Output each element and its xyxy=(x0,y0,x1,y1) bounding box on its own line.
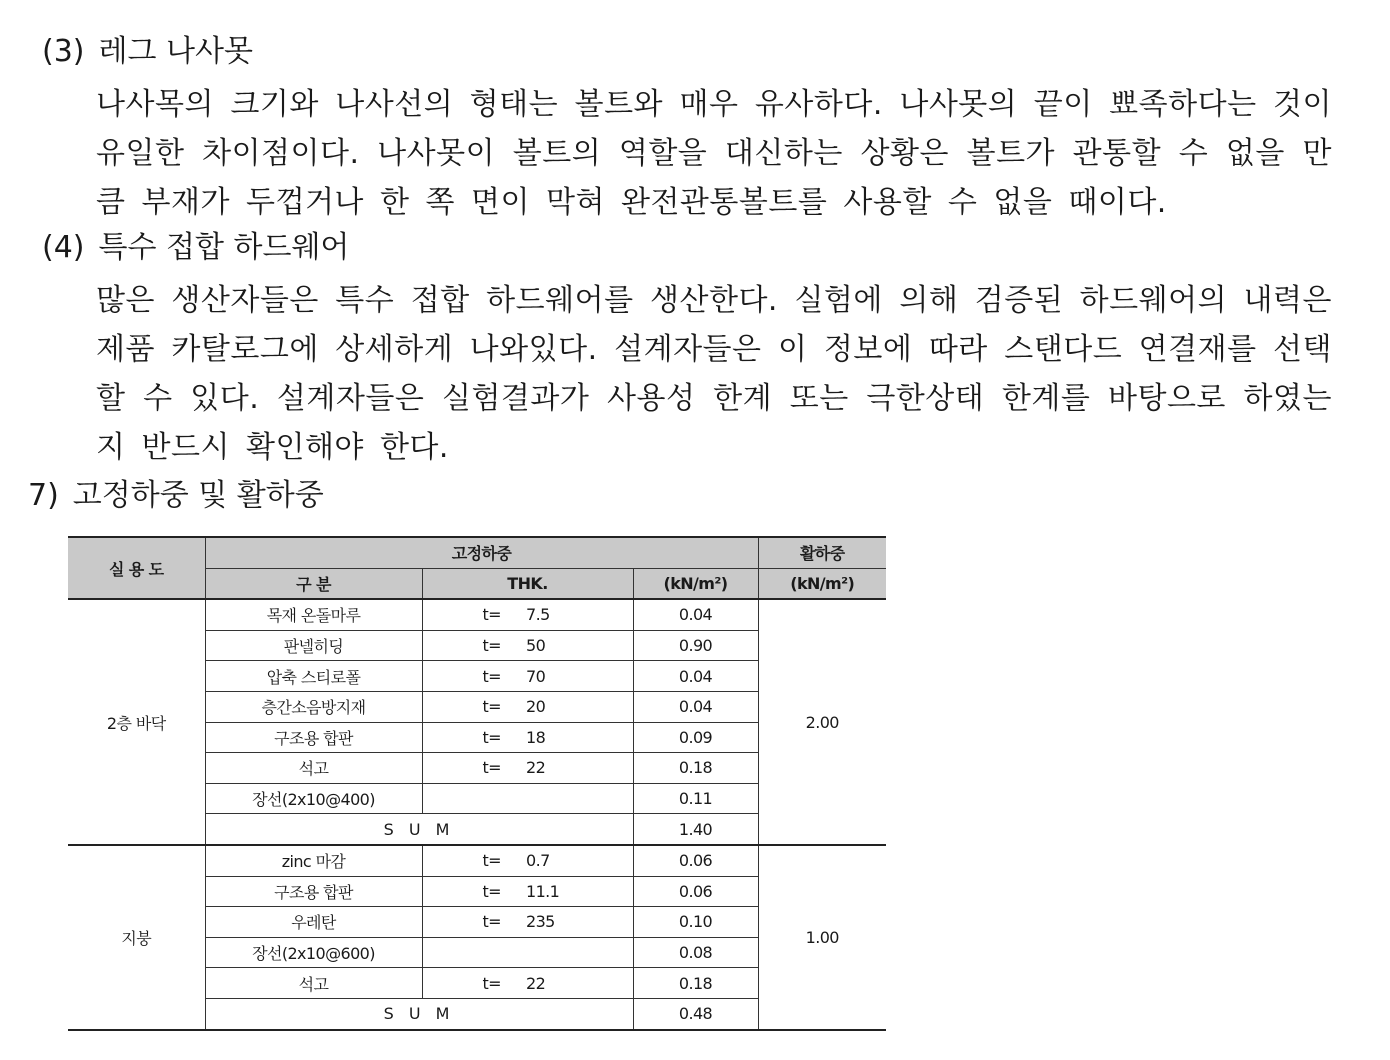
dead-load-cell: 0.04 xyxy=(633,661,758,692)
thk-value-cell: 22 xyxy=(514,753,633,784)
thk-value-cell: 18 xyxy=(514,722,633,753)
dead-load-cell: 0.18 xyxy=(633,753,758,784)
thk-value-cell: 235 xyxy=(514,907,633,938)
thk-prefix-cell: t= xyxy=(422,599,514,630)
dead-load-cell: 0.10 xyxy=(633,907,758,938)
thk-prefix-cell: t= xyxy=(422,753,514,784)
item-cell: 층간소음방지재 xyxy=(205,691,422,722)
header-usage: 실 용 도 xyxy=(68,537,205,599)
section-4-heading xyxy=(42,228,349,268)
dead-load-cell: 0.04 xyxy=(633,691,758,722)
thk-value-cell: 70 xyxy=(514,661,633,692)
dead-load-cell: 0.06 xyxy=(633,876,758,907)
item-cell: 압축 스티로폴 xyxy=(205,661,422,692)
live-load-cell: 2.00 xyxy=(758,599,886,845)
thk-value-cell: 20 xyxy=(514,691,633,722)
header-dead-load: 고정하중 xyxy=(205,537,758,568)
thk-value-cell xyxy=(514,783,633,814)
section-4-body: 많은 생산자들은 특수 접합 하드웨어를 생산한다. 실험에 의해 검증된 하드웨어의 내력은 제품 카탈로그에 상세하게 나와있다. 설계자들은 이 정보에 따라 스탠다드 연결재를 선택할 수 있다. 설계자들은 실험결과가 사용성 한계 또는 극한상태 한계를 바탕으로 하였는지 반드시 확인해야 한다. xyxy=(96,283,1332,465)
table-row xyxy=(68,845,886,876)
dead-load-cell: 0.08 xyxy=(633,937,758,968)
item-cell: 장선(2x10@400) xyxy=(205,783,422,814)
thk-value-cell: 0.7 xyxy=(514,845,633,876)
thk-prefix-cell: t= xyxy=(422,845,514,876)
usage-cell: 지붕 xyxy=(68,845,205,1030)
section-4-title: 특수 접합 하드웨어 xyxy=(98,230,350,265)
item-cell: 석고 xyxy=(205,968,422,999)
dead-load-cell: 0.11 xyxy=(633,783,758,814)
item-cell: 장선(2x10@600) xyxy=(205,937,422,968)
usage-cell: 2층 바닥 xyxy=(68,599,205,845)
thk-value-cell: 11.1 xyxy=(514,876,633,907)
sum-label: S U M xyxy=(205,998,633,1029)
live-load-cell: 1.00 xyxy=(758,845,886,1030)
section-3-heading xyxy=(42,32,253,72)
header-live-load: 활하중 xyxy=(758,537,886,568)
dead-load-cell: 0.18 xyxy=(633,968,758,999)
thk-value-cell: 50 xyxy=(514,630,633,661)
thk-prefix-cell xyxy=(422,937,514,968)
item-cell: 목재 온돌마루 xyxy=(205,599,422,630)
thk-prefix-cell xyxy=(422,783,514,814)
item-cell: 판넬히딩 xyxy=(205,630,422,661)
section-7-heading xyxy=(28,476,324,516)
load-table-body xyxy=(68,599,886,1029)
thk-prefix-cell: t= xyxy=(422,691,514,722)
sum-value: 1.40 xyxy=(633,814,758,845)
dead-load-cell: 0.04 xyxy=(633,599,758,630)
dead-load-cell: 0.06 xyxy=(633,845,758,876)
sum-value: 0.48 xyxy=(633,998,758,1029)
thk-prefix-cell: t= xyxy=(422,907,514,938)
thk-value-cell: 7.5 xyxy=(514,599,633,630)
table-row xyxy=(68,599,886,630)
thk-prefix-cell: t= xyxy=(422,661,514,692)
header-unit-live: (kN/m²) xyxy=(758,568,886,599)
section-4-number: (4) xyxy=(42,230,85,265)
section-7-number: 7) xyxy=(28,478,59,513)
header-unit-dead: (kN/m²) xyxy=(633,568,758,599)
load-table xyxy=(68,536,886,1031)
dead-load-cell: 0.90 xyxy=(633,630,758,661)
item-cell: zinc 마감 xyxy=(205,845,422,876)
thk-prefix-cell: t= xyxy=(422,876,514,907)
thk-value-cell: 22 xyxy=(514,968,633,999)
thk-prefix-cell: t= xyxy=(422,722,514,753)
item-cell: 석고 xyxy=(205,753,422,784)
dead-load-cell: 0.09 xyxy=(633,722,758,753)
thk-value-cell xyxy=(514,937,633,968)
section-7-title: 고정하중 및 활하중 xyxy=(72,478,324,513)
thk-prefix-cell: t= xyxy=(422,630,514,661)
sum-label: S U M xyxy=(205,814,633,845)
item-cell: 구조용 합판 xyxy=(205,876,422,907)
thk-prefix-cell: t= xyxy=(422,968,514,999)
section-3-number: (3) xyxy=(42,34,85,69)
section-3-title: 레그 나사못 xyxy=(98,34,253,69)
item-cell: 우레탄 xyxy=(205,907,422,938)
section-3-body: 나사목의 크기와 나사선의 형태는 볼트와 매우 유사하다. 나사못의 끝이 뾰족하다는 것이 유일한 차이점이다. 나사못이 볼트의 역할을 대신하는 상황은 볼트가 관통할 수 없을 만큼 부재가 두껍거나 한 쪽 면이 막혀 완전관통볼트를 사용할 수 없을 때이다. xyxy=(96,87,1332,220)
header-category: 구 분 xyxy=(205,568,422,599)
header-thickness: THK. xyxy=(422,568,633,599)
item-cell: 구조용 합판 xyxy=(205,722,422,753)
